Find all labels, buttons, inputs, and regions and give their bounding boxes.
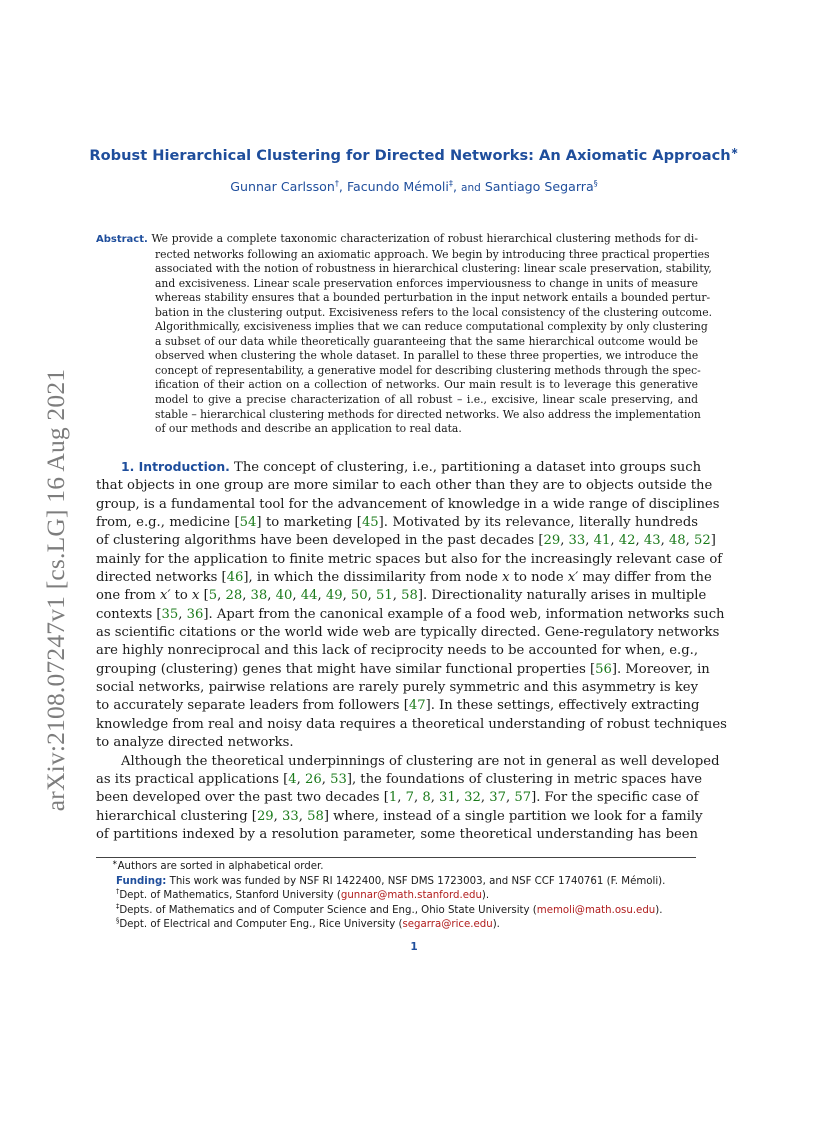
footnote-text: This work was funded by NSF RI 1422400, NSF DMS 1723003, and NSF CCF 1740761 (F. Mémoli). <box>166 875 666 887</box>
body-line: of partitions indexed by a resolution parameter, some theoretical understanding has been <box>96 826 698 842</box>
math-variable: x′ <box>567 570 579 586</box>
body-line <box>96 661 710 679</box>
paper-title <box>0 147 828 164</box>
author-memoli[interactable]: Facundo Mémoli <box>346 179 449 194</box>
abstract-text: We provide a complete taxonomic characterization of robust hierarchical clustering methods for di- <box>151 232 698 245</box>
math-variable: x′ <box>160 588 171 604</box>
body-line: are highly nonreciprocal and this lack of reciprocity needs to be accounted for when, e.g., <box>96 643 698 659</box>
citation-link[interactable]: 7 <box>405 790 414 806</box>
body-text: of clustering algorithms have been developed in the past decades [ <box>96 533 544 549</box>
body-line: as scientific citations or the world wide web are typically directed. Gene-regulatory networks <box>96 625 720 641</box>
citation-link[interactable]: 33 <box>568 533 586 549</box>
author-carlsson[interactable]: Gunnar Carlsson <box>230 179 335 194</box>
email-link[interactable]: gunnar@math.stanford.edu <box>340 890 482 902</box>
body-text: ]. Apart from the canonical example of a food web, information networks such <box>203 606 725 622</box>
citation-link[interactable]: 49 <box>325 588 343 604</box>
body-line: as its practical applications [4, 26, 53], the foundations of clustering in metric spaces have <box>96 771 702 787</box>
citation-link[interactable]: 47 <box>408 698 426 714</box>
body-text: ], in which the dissimilarity from node <box>243 570 503 586</box>
author-separator: , <box>338 179 347 194</box>
footnote-text: ). <box>492 919 500 931</box>
abstract-line: associated with the notion of robustness in hierarchical clustering: linear scale preservation, stability, <box>155 262 712 276</box>
citation-link[interactable]: 45 <box>361 515 379 531</box>
footnote-text: Dept. of Electrical and Computer Eng., Rice University ( <box>119 919 403 931</box>
body-text: [ <box>199 588 209 604</box>
footnote-funding <box>116 875 716 890</box>
introduction-section <box>96 458 727 844</box>
author-separator: , <box>453 179 462 194</box>
citation-link[interactable]: 46 <box>226 570 244 586</box>
citation-link[interactable]: 8 <box>422 790 431 806</box>
body-line <box>96 569 712 587</box>
citation-link[interactable]: 51 <box>376 588 393 604</box>
abstract-line: concept of representability, a generative model for describing clustering methods through the spec- <box>155 363 701 377</box>
body-line: of clustering algorithms have been developed in the past decades [29, 33, 41, 42, 43, 48, 52] <box>96 533 716 549</box>
section-heading: 1. Introduction. <box>121 459 230 474</box>
math-variable: x <box>502 570 510 586</box>
body-text: one from <box>96 588 161 604</box>
citation-link[interactable]: 54 <box>239 515 257 531</box>
footnote-text: Dept. of Mathematics, Stanford University ( <box>119 890 341 902</box>
footnotes <box>112 858 716 933</box>
footnote-memoli <box>116 904 716 919</box>
abstract-line <box>96 232 698 248</box>
abstract-line: ification of their action on a collection of networks. Our main result is to leverage this generative <box>155 378 698 392</box>
abstract-line: Algorithmically, excisiveness implies that we can reduce computational complexity by only clustering <box>155 320 708 334</box>
citation-link[interactable]: 1 <box>388 790 398 806</box>
body-line: knowledge from real and noisy data requires a theoretical understanding of robust techniques <box>96 716 727 732</box>
author-mark: † <box>334 177 339 188</box>
paper-title-text: Robust Hierarchical Clustering for Directed Networks: An Axiomatic Approach <box>89 147 731 164</box>
citation-link[interactable]: 33 <box>282 808 299 824</box>
body-line: one from x′ to x [5, 28, 38, 40, 44, 49, 50, 51, 58]. Directionality naturally arises in multiple <box>96 588 707 604</box>
citation-link[interactable]: 40 <box>275 588 293 604</box>
body-text: The concept of clustering, i.e., partitioning a dataset into groups such <box>229 460 702 475</box>
body-text: ]. In these settings, effectively extracting <box>425 698 700 714</box>
body-text: contexts [ <box>96 606 162 622</box>
email-link[interactable]: segarra@rice.edu <box>402 919 493 931</box>
body-text: ]. For the specific case of <box>531 790 699 806</box>
body-line <box>96 458 702 477</box>
citation-link[interactable]: 42 <box>618 533 636 549</box>
citation-link[interactable]: 29 <box>543 533 561 549</box>
footnote-divider <box>96 857 696 858</box>
citation-link[interactable]: 48 <box>668 533 686 549</box>
citation-link[interactable]: 44 <box>300 588 318 604</box>
author-segarra[interactable]: Santiago Segarra <box>484 179 594 194</box>
citation-link[interactable]: 31 <box>439 790 456 806</box>
citation-link[interactable]: 43 <box>643 533 661 549</box>
footnote-segarra <box>116 918 716 933</box>
citation-link[interactable]: 50 <box>350 588 368 604</box>
footnote-mark: § <box>116 916 120 925</box>
author-mark: ‡ <box>448 177 454 188</box>
body-line <box>96 514 698 532</box>
footnote-authors-order <box>112 860 716 875</box>
citation-link[interactable]: 29 <box>256 808 274 824</box>
abstract-line: model to give a precise characterization of all robust – i.e., excisive, linear scale preserving, and <box>155 393 698 407</box>
footnote-text: Authors are sorted in alphabetical order. <box>117 861 324 872</box>
citation-link[interactable]: 58 <box>401 588 418 604</box>
citation-link[interactable]: 41 <box>593 533 611 549</box>
footnote-carlsson <box>116 889 716 904</box>
body-line: contexts [35, 36]. Apart from the canonical example of a food web, information networks such <box>96 606 725 622</box>
citation-link[interactable]: 35 <box>161 606 179 622</box>
body-text: ] <box>710 533 716 549</box>
email-link[interactable]: memoli@math.osu.edu <box>536 904 656 916</box>
body-text: as its practical applications [ <box>96 771 289 787</box>
body-text: from, e.g., medicine [ <box>96 515 240 531</box>
citation-link[interactable]: 32 <box>464 790 481 806</box>
citation-link[interactable]: 53 <box>330 771 347 787</box>
body-text: ] where, instead of a single partition we look for a family <box>323 808 703 824</box>
author-mark: § <box>593 177 598 188</box>
arxiv-side-stamp: arXiv:2108.07247v1 [cs.LG] 16 Aug 2021 <box>41 368 70 812</box>
citation-link[interactable]: 37 <box>489 790 506 806</box>
abstract-label: Abstract. <box>96 234 148 245</box>
citation-link[interactable]: 52 <box>694 533 711 549</box>
body-text: hierarchical clustering [ <box>96 808 257 824</box>
body-line <box>96 697 698 715</box>
abstract-line: stable – hierarchical clustering methods for directed networks. We also address the implementation <box>155 407 701 421</box>
body-text: ]. Moreover, in <box>611 661 710 677</box>
author-list <box>0 179 828 194</box>
abstract-line: observed when clustering the whole dataset. In parallel to these three properties, we introduce the <box>155 349 699 363</box>
body-text: ]. Directionality naturally arises in multiple <box>417 588 707 604</box>
citation-link[interactable]: 4 <box>288 771 297 787</box>
body-line: to analyze directed networks. <box>96 735 294 751</box>
body-line: group, is a fundamental tool for the advancement of knowledge in a wide range of disciplines <box>96 496 720 512</box>
body-line: that objects in one group are more similar to each other than they are to objects outside the <box>96 478 713 494</box>
title-footnote-mark: ∗ <box>730 146 739 158</box>
body-text: ] to marketing [ <box>256 515 362 531</box>
body-line: Although the theoretical underpinnings of clustering are not in general as well developed <box>121 753 720 769</box>
body-line: social networks, pairwise relations are rarely purely symmetric and this asymmetry is key <box>96 680 698 696</box>
citation-link[interactable]: 26 <box>305 771 322 787</box>
footnote-text: ). <box>655 904 663 916</box>
abstract-line: a subset of our data while theoretically guaranteeing that the same hierarchical outcome would be <box>155 334 698 348</box>
body-line: been developed over the past two decades [1, 7, 8, 31, 32, 37, 57]. For the specific case of <box>96 790 699 806</box>
abstract-line: of our methods and describe an application to real data. <box>155 422 462 436</box>
footnote-text: Depts. of Mathematics and of Computer Science and Eng., Ohio State University ( <box>119 904 537 916</box>
footnote-mark: ∗ <box>112 858 118 867</box>
citation-link[interactable]: 58 <box>307 808 324 824</box>
body-text: ]. Motivated by its relevance, literally hundreds <box>378 515 698 531</box>
citation-link[interactable]: 36 <box>186 606 204 622</box>
footnote-mark: † <box>116 887 120 896</box>
citation-link[interactable]: 28 <box>225 588 243 604</box>
body-line: hierarchical clustering [29, 33, 58] where, instead of a single partition we look for a family <box>96 808 703 824</box>
citation-link[interactable]: 38 <box>250 588 268 604</box>
citation-link[interactable]: 56 <box>595 661 612 677</box>
abstract-line: rected networks following an axiomatic approach. We begin by introducing three practical properties <box>155 247 710 261</box>
body-text: ], the foundations of clustering in metric spaces have <box>346 771 702 787</box>
body-text: to <box>170 588 192 604</box>
author-and: and <box>461 182 481 194</box>
body-line: mainly for the application to finite metric spaces but also for the increasingly relevant case of <box>96 551 723 567</box>
body-text: directed networks [ <box>96 570 227 586</box>
funding-label: Funding: <box>116 875 167 887</box>
footnote-mark: ‡ <box>116 902 120 911</box>
footnote-text: ). <box>481 890 490 902</box>
body-text: grouping (clustering) genes that might have similar functional properties [ <box>96 661 596 677</box>
math-variable: x <box>191 588 200 604</box>
abstract-line: bation in the clustering output. Excisiveness refers to the local consistency of the clustering outcome. <box>155 305 713 319</box>
body-text: to node <box>509 570 568 586</box>
body-text: may differ from the <box>578 570 712 586</box>
page-number[interactable]: 1 <box>410 941 418 953</box>
abstract-line: whereas stability ensures that a bounded perturbation in the input network entails a bounded pertur- <box>155 291 711 305</box>
abstract-line: and excisiveness. Linear scale preservation enforces imperviousness to change in units of measure <box>155 276 698 290</box>
citation-link[interactable]: 5 <box>208 588 218 604</box>
citation-link[interactable]: 57 <box>514 790 532 806</box>
body-text: been developed over the past two decades [ <box>96 790 389 806</box>
abstract <box>96 232 713 437</box>
body-text: to accurately separate leaders from followers [ <box>96 698 409 714</box>
